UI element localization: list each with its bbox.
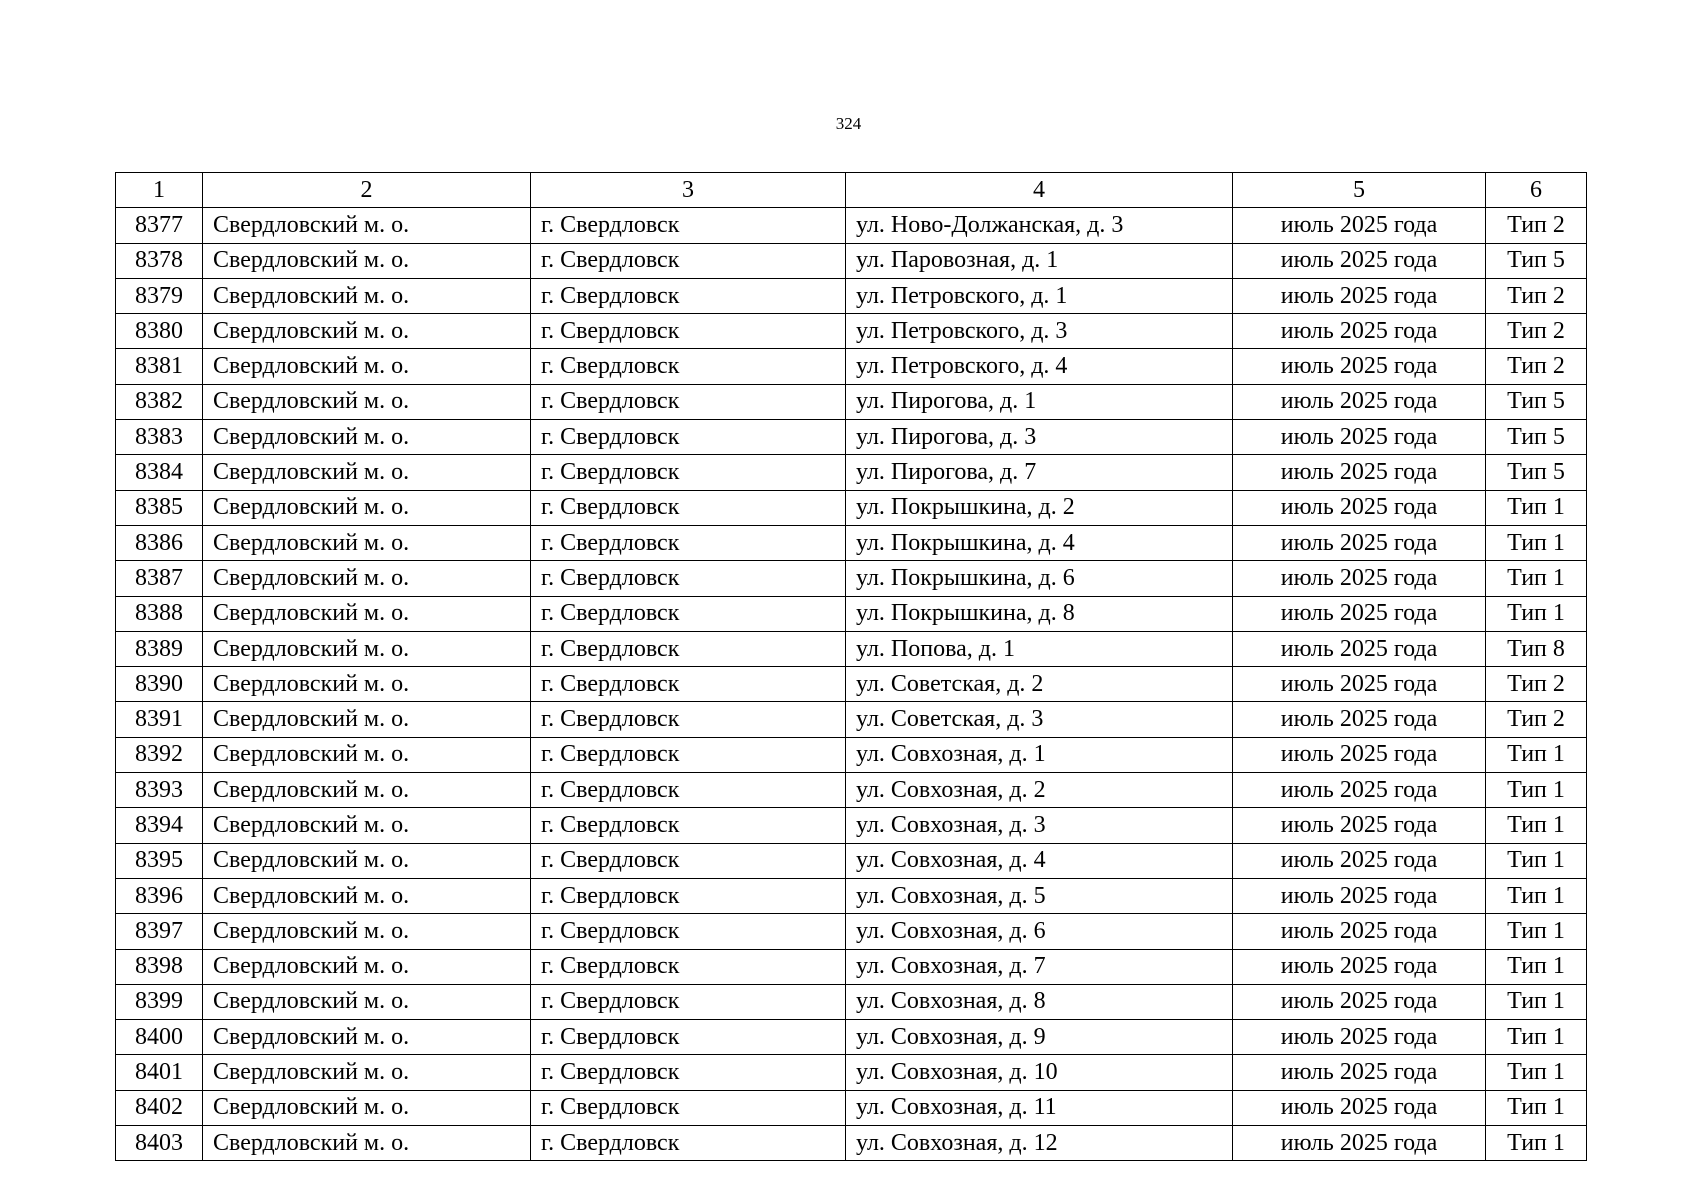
date-cell: июль 2025 года: [1233, 349, 1486, 384]
table-row: [116, 984, 1587, 1019]
column-header-number: 1: [116, 173, 203, 208]
address-cell: ул. Совхозная, д. 5: [846, 878, 1233, 913]
date-cell: июль 2025 года: [1233, 949, 1486, 984]
type-cell: Тип 1: [1486, 525, 1587, 560]
table-row: [116, 208, 1587, 243]
row-number-cell: 8377: [116, 208, 203, 243]
row-number-cell: 8393: [116, 773, 203, 808]
table-row: [116, 773, 1587, 808]
table-row: [116, 490, 1587, 525]
header-row: [116, 173, 1587, 208]
city-cell: г. Свердловск: [531, 490, 846, 525]
date-cell: июль 2025 года: [1233, 490, 1486, 525]
address-cell: ул. Совхозная, д. 4: [846, 843, 1233, 878]
date-cell: июль 2025 года: [1233, 208, 1486, 243]
table-row: [116, 843, 1587, 878]
address-cell: ул. Совхозная, д. 2: [846, 773, 1233, 808]
address-cell: ул. Покрышкина, д. 2: [846, 490, 1233, 525]
type-cell: Тип 8: [1486, 631, 1587, 666]
row-number-cell: 8398: [116, 949, 203, 984]
date-cell: июль 2025 года: [1233, 525, 1486, 560]
row-number-cell: 8379: [116, 278, 203, 313]
date-cell: июль 2025 года: [1233, 631, 1486, 666]
date-cell: июль 2025 года: [1233, 455, 1486, 490]
row-number-cell: 8378: [116, 243, 203, 278]
district-cell: Свердловский м. о.: [203, 702, 531, 737]
date-cell: июль 2025 года: [1233, 278, 1486, 313]
date-cell: июль 2025 года: [1233, 1055, 1486, 1090]
city-cell: г. Свердловск: [531, 914, 846, 949]
city-cell: г. Свердловск: [531, 525, 846, 560]
address-cell: ул. Покрышкина, д. 4: [846, 525, 1233, 560]
date-cell: июль 2025 года: [1233, 243, 1486, 278]
district-cell: Свердловский м. о.: [203, 631, 531, 666]
row-number-cell: 8382: [116, 384, 203, 419]
row-number-cell: 8380: [116, 314, 203, 349]
date-cell: июль 2025 года: [1233, 667, 1486, 702]
row-number-cell: 8402: [116, 1090, 203, 1125]
type-cell: Тип 5: [1486, 455, 1587, 490]
type-cell: Тип 2: [1486, 702, 1587, 737]
city-cell: г. Свердловск: [531, 243, 846, 278]
row-number-cell: 8397: [116, 914, 203, 949]
date-cell: июль 2025 года: [1233, 420, 1486, 455]
table-row: [116, 278, 1587, 313]
address-cell: ул. Советская, д. 2: [846, 667, 1233, 702]
table-row: [116, 243, 1587, 278]
address-cell: ул. Петровского, д. 1: [846, 278, 1233, 313]
row-number-cell: 8385: [116, 490, 203, 525]
date-cell: июль 2025 года: [1233, 1020, 1486, 1055]
district-cell: Свердловский м. о.: [203, 490, 531, 525]
date-cell: июль 2025 года: [1233, 984, 1486, 1019]
address-cell: ул. Попова, д. 1: [846, 631, 1233, 666]
type-cell: Тип 1: [1486, 773, 1587, 808]
date-cell: июль 2025 года: [1233, 561, 1486, 596]
row-number-cell: 8401: [116, 1055, 203, 1090]
city-cell: г. Свердловск: [531, 278, 846, 313]
row-number-cell: 8403: [116, 1126, 203, 1161]
date-cell: июль 2025 года: [1233, 384, 1486, 419]
district-cell: Свердловский м. о.: [203, 1126, 531, 1161]
city-cell: г. Свердловск: [531, 843, 846, 878]
city-cell: г. Свердловск: [531, 349, 846, 384]
date-cell: июль 2025 года: [1233, 808, 1486, 843]
city-cell: г. Свердловск: [531, 702, 846, 737]
address-cell: ул. Паровозная, д. 1: [846, 243, 1233, 278]
page-number: 324: [835, 114, 862, 133]
address-cell: ул. Совхозная, д. 9: [846, 1020, 1233, 1055]
table-row: [116, 949, 1587, 984]
type-cell: Тип 1: [1486, 878, 1587, 913]
district-cell: Свердловский м. о.: [203, 843, 531, 878]
type-cell: Тип 1: [1486, 490, 1587, 525]
city-cell: г. Свердловск: [531, 949, 846, 984]
date-cell: июль 2025 года: [1233, 737, 1486, 772]
column-header-city: 3: [531, 173, 846, 208]
address-cell: ул. Совхозная, д. 11: [846, 1090, 1233, 1125]
address-cell: ул. Совхозная, д. 7: [846, 949, 1233, 984]
city-cell: г. Свердловск: [531, 561, 846, 596]
type-cell: Тип 2: [1486, 278, 1587, 313]
district-cell: Свердловский м. о.: [203, 243, 531, 278]
table-row: [116, 737, 1587, 772]
row-number-cell: 8390: [116, 667, 203, 702]
district-cell: Свердловский м. о.: [203, 525, 531, 560]
type-cell: Тип 1: [1486, 1126, 1587, 1161]
table-row: [116, 349, 1587, 384]
district-cell: Свердловский м. о.: [203, 984, 531, 1019]
date-cell: июль 2025 года: [1233, 878, 1486, 913]
city-cell: г. Свердловск: [531, 984, 846, 1019]
city-cell: г. Свердловск: [531, 808, 846, 843]
type-cell: Тип 1: [1486, 984, 1587, 1019]
row-number-cell: 8391: [116, 702, 203, 737]
city-cell: г. Свердловск: [531, 1126, 846, 1161]
address-cell: ул. Совхозная, д. 3: [846, 808, 1233, 843]
row-number-cell: 8383: [116, 420, 203, 455]
registry-table: [115, 172, 1587, 1161]
table-row: [116, 596, 1587, 631]
column-header-date: 5: [1233, 173, 1486, 208]
column-header-address: 4: [846, 173, 1233, 208]
address-cell: ул. Советская, д. 3: [846, 702, 1233, 737]
district-cell: Свердловский м. о.: [203, 384, 531, 419]
date-cell: июль 2025 года: [1233, 1090, 1486, 1125]
address-cell: ул. Петровского, д. 4: [846, 349, 1233, 384]
row-number-cell: 8400: [116, 1020, 203, 1055]
city-cell: г. Свердловск: [531, 596, 846, 631]
city-cell: г. Свердловск: [531, 667, 846, 702]
table-row: [116, 878, 1587, 913]
date-cell: июль 2025 года: [1233, 314, 1486, 349]
city-cell: г. Свердловск: [531, 878, 846, 913]
district-cell: Свердловский м. о.: [203, 1055, 531, 1090]
type-cell: Тип 1: [1486, 949, 1587, 984]
address-cell: ул. Покрышкина, д. 6: [846, 561, 1233, 596]
table-row: [116, 455, 1587, 490]
table-row: [116, 914, 1587, 949]
column-header-type: 6: [1486, 173, 1587, 208]
table-body: [116, 208, 1587, 1161]
type-cell: Тип 5: [1486, 243, 1587, 278]
city-cell: г. Свердловск: [531, 314, 846, 349]
row-number-cell: 8396: [116, 878, 203, 913]
date-cell: июль 2025 года: [1233, 843, 1486, 878]
date-cell: июль 2025 года: [1233, 702, 1486, 737]
address-cell: ул. Совхозная, д. 6: [846, 914, 1233, 949]
table-row: [116, 702, 1587, 737]
address-cell: ул. Совхозная, д. 12: [846, 1126, 1233, 1161]
address-cell: ул. Петровского, д. 3: [846, 314, 1233, 349]
city-cell: г. Свердловск: [531, 631, 846, 666]
district-cell: Свердловский м. о.: [203, 808, 531, 843]
table-row: [116, 525, 1587, 560]
district-cell: Свердловский м. о.: [203, 914, 531, 949]
address-cell: ул. Совхозная, д. 8: [846, 984, 1233, 1019]
table-row: [116, 1090, 1587, 1125]
district-cell: Свердловский м. о.: [203, 561, 531, 596]
district-cell: Свердловский м. о.: [203, 455, 531, 490]
row-number-cell: 8395: [116, 843, 203, 878]
type-cell: Тип 1: [1486, 737, 1587, 772]
row-number-cell: 8389: [116, 631, 203, 666]
type-cell: Тип 2: [1486, 314, 1587, 349]
city-cell: г. Свердловск: [531, 737, 846, 772]
district-cell: Свердловский м. о.: [203, 737, 531, 772]
column-header-district: 2: [203, 173, 531, 208]
city-cell: г. Свердловск: [531, 1090, 846, 1125]
row-number-cell: 8394: [116, 808, 203, 843]
type-cell: Тип 5: [1486, 384, 1587, 419]
district-cell: Свердловский м. о.: [203, 596, 531, 631]
district-cell: Свердловский м. о.: [203, 949, 531, 984]
address-cell: ул. Пирогова, д. 3: [846, 420, 1233, 455]
district-cell: Свердловский м. о.: [203, 314, 531, 349]
district-cell: Свердловский м. о.: [203, 420, 531, 455]
table-row: [116, 561, 1587, 596]
table-row: [116, 1126, 1587, 1161]
type-cell: Тип 1: [1486, 1055, 1587, 1090]
address-cell: ул. Пирогова, д. 7: [846, 455, 1233, 490]
district-cell: Свердловский м. о.: [203, 667, 531, 702]
type-cell: Тип 2: [1486, 208, 1587, 243]
row-number-cell: 8384: [116, 455, 203, 490]
date-cell: июль 2025 года: [1233, 914, 1486, 949]
row-number-cell: 8386: [116, 525, 203, 560]
district-cell: Свердловский м. о.: [203, 773, 531, 808]
city-cell: г. Свердловск: [531, 420, 846, 455]
date-cell: июль 2025 года: [1233, 1126, 1486, 1161]
type-cell: Тип 1: [1486, 808, 1587, 843]
type-cell: Тип 1: [1486, 843, 1587, 878]
type-cell: Тип 2: [1486, 349, 1587, 384]
address-cell: ул. Покрышкина, д. 8: [846, 596, 1233, 631]
type-cell: Тип 1: [1486, 1090, 1587, 1125]
district-cell: Свердловский м. о.: [203, 1090, 531, 1125]
city-cell: г. Свердловск: [531, 384, 846, 419]
type-cell: Тип 5: [1486, 420, 1587, 455]
row-number-cell: 8387: [116, 561, 203, 596]
city-cell: г. Свердловск: [531, 1020, 846, 1055]
type-cell: Тип 1: [1486, 596, 1587, 631]
table-row: [116, 384, 1587, 419]
row-number-cell: 8392: [116, 737, 203, 772]
city-cell: г. Свердловск: [531, 773, 846, 808]
table-row: [116, 1055, 1587, 1090]
table-row: [116, 420, 1587, 455]
row-number-cell: 8399: [116, 984, 203, 1019]
table-row: [116, 1020, 1587, 1055]
type-cell: Тип 1: [1486, 914, 1587, 949]
date-cell: июль 2025 года: [1233, 596, 1486, 631]
district-cell: Свердловский м. о.: [203, 208, 531, 243]
type-cell: Тип 2: [1486, 667, 1587, 702]
district-cell: Свердловский м. о.: [203, 278, 531, 313]
date-cell: июль 2025 года: [1233, 773, 1486, 808]
district-cell: Свердловский м. о.: [203, 349, 531, 384]
type-cell: Тип 1: [1486, 561, 1587, 596]
address-cell: ул. Пирогова, д. 1: [846, 384, 1233, 419]
city-cell: г. Свердловск: [531, 208, 846, 243]
row-number-cell: 8381: [116, 349, 203, 384]
table-row: [116, 631, 1587, 666]
address-cell: ул. Совхозная, д. 10: [846, 1055, 1233, 1090]
table-row: [116, 808, 1587, 843]
address-cell: ул. Совхозная, д. 1: [846, 737, 1233, 772]
row-number-cell: 8388: [116, 596, 203, 631]
type-cell: Тип 1: [1486, 1020, 1587, 1055]
table-row: [116, 314, 1587, 349]
district-cell: Свердловский м. о.: [203, 1020, 531, 1055]
address-cell: ул. Ново-Должанская, д. 3: [846, 208, 1233, 243]
city-cell: г. Свердловск: [531, 455, 846, 490]
district-cell: Свердловский м. о.: [203, 878, 531, 913]
city-cell: г. Свердловск: [531, 1055, 846, 1090]
table-row: [116, 667, 1587, 702]
